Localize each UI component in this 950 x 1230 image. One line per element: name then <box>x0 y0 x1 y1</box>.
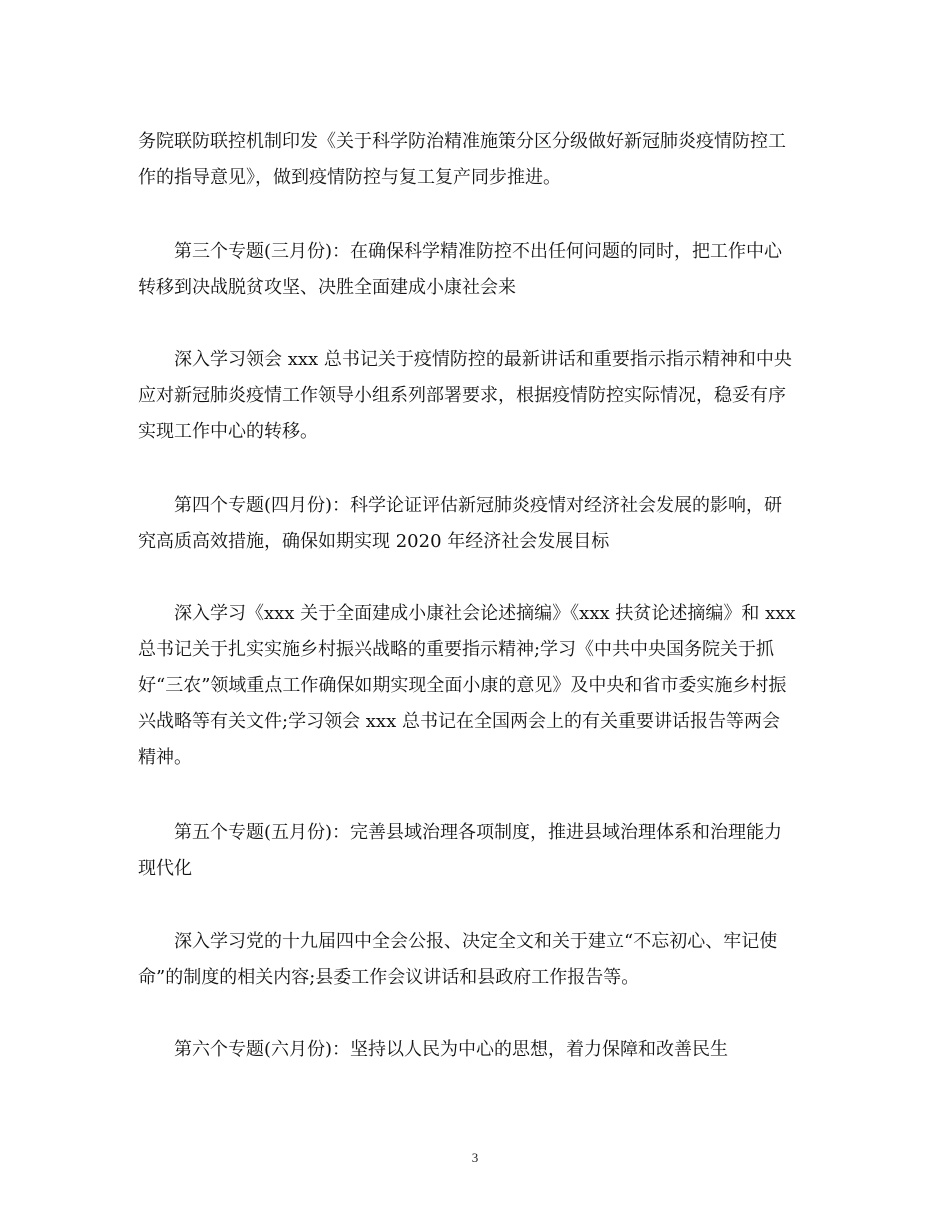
paragraph-line: 务院联防联控机制印发《关于科学防治精准施策分区分级做好新冠肺炎疫情防控工 <box>138 131 786 152</box>
paragraph-line: 总书记关于扎实实施乡村振兴战略的重要指示精神;学习《中共中央国务院关于抓 <box>138 639 775 660</box>
paragraph-topic-three <box>138 234 818 306</box>
paragraph-line: 究高质高效措施，确保如期实现 2020 年经济社会发展目标 <box>138 531 610 552</box>
page-number: 3 <box>471 1150 479 1165</box>
paragraph-line: 深入学习《xxx 关于全面建成小康社会论述摘编》《xxx 扶贫论述摘编》和 xxx <box>174 603 796 624</box>
paragraph-topic-four <box>138 488 818 560</box>
paragraph-line: 深入学习党的十九届四中全会公报、决定全文和关于建立“不忘初心、牢记使 <box>174 931 778 952</box>
paragraph-topic-three-detail <box>138 342 818 450</box>
paragraph-topic-four-detail <box>138 596 818 776</box>
paragraph-line: 现代化 <box>138 858 192 879</box>
paragraph-topic-five <box>138 815 818 887</box>
paragraph-line: 深入学习领会 xxx 总书记关于疫情防控的最新讲话和重要指示指示精神和中央 <box>174 349 792 370</box>
paragraph-line: 作的指导意见》，做到疫情防控与复工复产同步推进。 <box>138 167 561 188</box>
paragraph-line: 第五个专题(五月份)：完善县域治理各项制度，推进县域治理体系和治理能力 <box>174 822 783 843</box>
paragraph-topic-five-detail <box>138 924 818 996</box>
paragraph-line: 转移到决战脱贫攻坚、决胜全面建成小康社会来 <box>138 277 516 298</box>
paragraph-line: 精神。 <box>138 747 192 768</box>
paragraph-line: 第四个专题(四月份)：科学论证评估新冠肺炎疫情对经济社会发展的影响，研 <box>174 495 783 516</box>
paragraph-line: 好“三农”领域重点工作确保如期实现全面小康的意见》及中央和省市委实施乡村振 <box>138 675 787 696</box>
paragraph-line: 第六个专题(六月份)：坚持以人民为中心的思想，着力保障和改善民生 <box>174 1039 729 1060</box>
paragraph-line: 第三个专题(三月份)：在确保科学精准防控不出任何问题的同时，把工作中心 <box>174 241 783 262</box>
paragraph-line: 兴战略等有关文件;学习领会 xxx 总书记在全国两会上的有关重要讲话报告等两会 <box>138 711 780 732</box>
paragraph-continued-guidance <box>138 124 818 196</box>
paragraph-topic-six <box>138 1032 818 1068</box>
paragraph-line: 命”的制度的相关内容;县委工作会议讲话和县政府工作报告等。 <box>138 967 640 988</box>
paragraph-line: 实现工作中心的转移。 <box>138 421 318 442</box>
paragraph-line: 应对新冠肺炎疫情工作领导小组系列部署要求，根据疫情防控实际情况，稳妥有序 <box>138 385 786 406</box>
